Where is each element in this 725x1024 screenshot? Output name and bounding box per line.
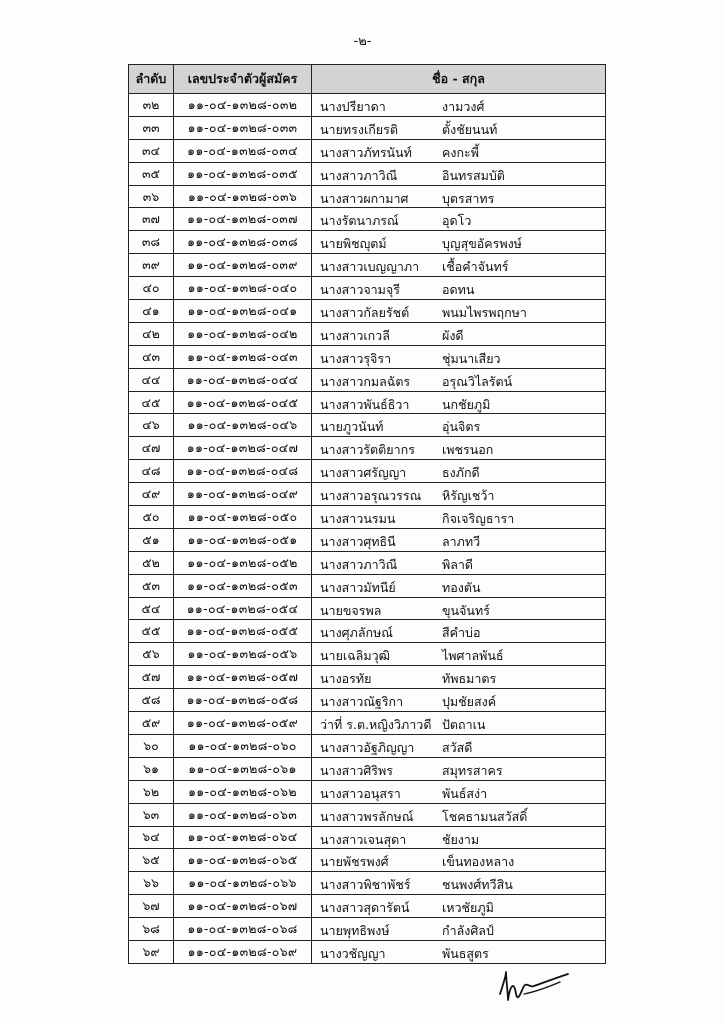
applicant-name [312,666,606,689]
table-row [129,620,606,643]
row-number: ๖๑ [129,757,174,780]
last-name: อดทน [442,282,475,298]
last-name: พนมไพรพฤกษา [442,305,527,321]
table-row [129,574,606,597]
last-name: ขุนจันทร์ [442,602,490,618]
last-name: ธงภักดี [442,465,480,481]
row-number: ๓๗ [129,208,174,231]
applicant-id: ๑๑-๐๔-๑๓๒๘-๐๔๑ [174,300,312,323]
last-name: สวัสดี [442,739,473,755]
applicant-name [312,483,606,506]
last-name: สีคำบ่อ [442,625,481,641]
table-row [129,254,606,277]
applicant-name [312,254,606,277]
first-name: นางสาวพันธ์ธิวา [320,396,410,412]
applicant-name [312,643,606,666]
first-name: นายพัชรพงศ์ [320,854,389,870]
applicant-name [312,391,606,414]
applicant-id: ๑๑-๐๔-๑๓๒๘-๐๔๘ [174,460,312,483]
first-name: นางวชัญญา [320,945,386,961]
applicant-id: ๑๑-๐๔-๑๓๒๘-๐๔๙ [174,483,312,506]
applicant-id: ๑๑-๐๔-๑๓๒๘-๐๕๐ [174,506,312,529]
applicant-name [312,734,606,757]
first-name: นางสาวจามจุรี [320,282,400,298]
first-name: นางสาวภาวิณี [320,556,398,572]
table-row [129,528,606,551]
last-name: ปัตถาเน [442,717,486,733]
row-number: ๔๗ [129,437,174,460]
first-name: นางปรียาดา [320,99,386,114]
last-name: กำลังศิลป์ [442,923,494,939]
row-number: ๕๑ [129,528,174,551]
header-no: ลำดับ [129,65,174,94]
last-name: ปุมชัยสงค์ [442,694,497,710]
table-row [129,872,606,895]
row-number: ๖๓ [129,803,174,826]
applicant-id: ๑๑-๐๔-๑๓๒๘-๐๖๖ [174,872,312,895]
applicant-name [312,551,606,574]
row-number: ๓๒ [129,94,174,117]
last-name: สมุทรสาคร [442,762,503,778]
applicant-table [128,64,606,964]
last-name: เหวชัยภูมิ [442,900,494,916]
row-number: ๔๐ [129,277,174,300]
applicant-name [312,368,606,391]
table-row [129,94,606,117]
first-name: นางสาวภัทรนันท์ [320,144,412,160]
applicant-id: ๑๑-๐๔-๑๓๒๘-๐๕๑ [174,528,312,551]
last-name: ไพศาลพันธ์ [442,648,504,664]
last-name: ชัยงาม [442,831,480,847]
first-name: นางสาวอนุสรา [320,785,401,801]
first-name: นางสาวศุทธินี [320,533,396,549]
first-name: นายพิชญุตม์ [320,236,387,252]
row-number: ๔๙ [129,483,174,506]
first-name: นางสาวมัทนีย์ [320,579,396,595]
applicant-name [312,826,606,849]
applicant-id: ๑๑-๐๔-๑๓๒๘-๐๖๙ [174,940,312,963]
table-row [129,345,606,368]
table-row [129,300,606,323]
last-name: บุตรสาทร [442,190,495,206]
row-number: ๕๐ [129,506,174,529]
last-name: ชุ่มนาเสียว [442,350,501,366]
last-name: พันธ์สง่า [442,785,488,801]
table-row [129,277,606,300]
applicant-name [312,574,606,597]
applicant-name [312,803,606,826]
applicant-id: ๑๑-๐๔-๑๓๒๘-๐๖๒ [174,780,312,803]
table-row [129,849,606,872]
last-name: พันธสูตร [442,945,489,961]
table-row [129,208,606,231]
table-row [129,712,606,735]
table-row [129,162,606,185]
applicant-id: ๑๑-๐๔-๑๓๒๘-๐๔๔ [174,368,312,391]
applicant-name [312,231,606,254]
signature [494,964,574,1008]
table-row [129,414,606,437]
applicant-id: ๑๑-๐๔-๑๓๒๘-๐๕๒ [174,551,312,574]
last-name: ทองตัน [442,579,481,595]
row-number: ๓๖ [129,185,174,208]
row-number: ๔๑ [129,300,174,323]
table-row [129,780,606,803]
table-row [129,666,606,689]
last-name: ทัพธมาตร [442,671,497,687]
first-name: นางสาวณัฐริกา [320,694,404,710]
table-row [129,322,606,345]
applicant-name [312,528,606,551]
table-row [129,803,606,826]
row-number: ๔๘ [129,460,174,483]
first-name: นางสาวศรัญญา [320,465,407,481]
row-number: ๖๘ [129,918,174,941]
last-name: ตั้งชัยนนท์ [442,121,498,137]
applicant-id: ๑๑-๐๔-๑๓๒๘-๐๔๖ [174,414,312,437]
applicant-id: ๑๑-๐๔-๑๓๒๘-๐๖๑ [174,757,312,780]
first-name: นางสาวผกามาศ [320,190,409,206]
last-name: บุญสุขอัครพงษ์ [442,236,522,252]
table-row [129,483,606,506]
first-name: นางศุภลักษณ์ [320,625,393,641]
applicant-name [312,689,606,712]
table-row [129,689,606,712]
first-name: นายภูวนันท์ [320,419,384,435]
last-name: กิจเจริญธารา [442,511,515,527]
first-name: ว่าที่ ร.ต.หญิงวิภาวดี [320,717,432,733]
first-name: นายทรงเกียรติ [320,121,398,137]
table-row [129,551,606,574]
applicant-name [312,597,606,620]
page-number: -๒- [353,34,372,49]
applicant-id: ๑๑-๐๔-๑๓๒๘-๐๖๓ [174,803,312,826]
first-name: นางสาวอรุณวรรณ [320,488,422,504]
applicant-id: ๑๑-๐๔-๑๓๒๘-๐๕๗ [174,666,312,689]
applicant-id: ๑๑-๐๔-๑๓๒๘-๐๓๒ [174,94,312,117]
applicant-id: ๑๑-๐๔-๑๓๒๘-๐๕๔ [174,597,312,620]
last-name: ลาภทวี [442,533,481,549]
row-number: ๖๔ [129,826,174,849]
last-name: เชื้อคำจันทร์ [442,259,509,275]
applicant-id: ๑๑-๐๔-๑๓๒๘-๐๔๕ [174,391,312,414]
row-number: ๕๕ [129,620,174,643]
last-name: พิลาดี [442,556,474,572]
last-name: คงกะพี้ [442,144,479,160]
row-number: ๓๙ [129,254,174,277]
first-name: นางสาวกมลฉัตร [320,373,411,389]
row-number: ๔๔ [129,368,174,391]
applicant-id: ๑๑-๐๔-๑๓๒๘-๐๕๘ [174,689,312,712]
applicant-name [312,918,606,941]
first-name: นางสาวภาวิณี [320,167,398,183]
applicant-id: ๑๑-๐๔-๑๓๒๘-๐๔๓ [174,345,312,368]
header-name: ชื่อ - สกุล [312,65,606,94]
last-name: อรุณวิไลรัตน์ [442,373,513,389]
last-name: งามวงศ์ [442,99,485,114]
applicant-id: ๑๑-๐๔-๑๓๒๘-๐๔๗ [174,437,312,460]
row-number: ๔๖ [129,414,174,437]
row-number: ๕๓ [129,574,174,597]
first-name: นางสาวนรมน [320,511,396,527]
applicant-id: ๑๑-๐๔-๑๓๒๘-๐๓๙ [174,254,312,277]
applicant-id: ๑๑-๐๔-๑๓๒๘-๐๓๖ [174,185,312,208]
row-number: ๖๒ [129,780,174,803]
table-row [129,597,606,620]
table-row [129,734,606,757]
applicant-id: ๑๑-๐๔-๑๓๒๘-๐๖๔ [174,826,312,849]
first-name: นางอรทัย [320,671,372,687]
first-name: นางสาวรัตติยากร [320,442,415,458]
row-number: ๖๙ [129,940,174,963]
last-name: ผังดี [442,327,464,343]
table-body [129,94,606,964]
applicant-id: ๑๑-๐๔-๑๓๒๘-๐๖๗ [174,895,312,918]
last-name: หิรัญเชว้า [442,488,495,504]
applicant-id: ๑๑-๐๔-๑๓๒๘-๐๕๓ [174,574,312,597]
applicant-id: ๑๑-๐๔-๑๓๒๘-๐๖๘ [174,918,312,941]
applicant-name [312,345,606,368]
applicant-name [312,116,606,139]
first-name: นางสาวเกวลี [320,327,390,343]
row-number: ๔๒ [129,322,174,345]
table-row [129,506,606,529]
applicant-name [312,849,606,872]
applicant-name [312,757,606,780]
applicant-id: ๑๑-๐๔-๑๓๒๘-๐๓๓ [174,116,312,139]
applicant-id: ๑๑-๐๔-๑๓๒๘-๐๔๐ [174,277,312,300]
applicant-name [312,506,606,529]
table-row [129,231,606,254]
table-row [129,757,606,780]
applicant-name [312,414,606,437]
applicant-id: ๑๑-๐๔-๑๓๒๘-๐๕๙ [174,712,312,735]
applicant-name [312,277,606,300]
row-number: ๓๘ [129,231,174,254]
applicant-name [312,940,606,963]
first-name: นางรัตนาภรณ์ [320,213,399,229]
applicant-name [312,300,606,323]
table-row [129,643,606,666]
applicant-id: ๑๑-๐๔-๑๓๒๘-๐๓๗ [174,208,312,231]
applicant-name [312,162,606,185]
applicant-id: ๑๑-๐๔-๑๓๒๘-๐๕๖ [174,643,312,666]
table-row [129,139,606,162]
first-name: นางสาวสุดารัตน์ [320,900,410,916]
applicant-id: ๑๑-๐๔-๑๓๒๘-๐๖๕ [174,849,312,872]
applicant-id: ๑๑-๐๔-๑๓๒๘-๐๓๔ [174,139,312,162]
applicant-name [312,872,606,895]
last-name: ชนพงศ์ทวีสิน [442,877,513,893]
applicant-id: ๑๑-๐๔-๑๓๒๘-๐๖๐ [174,734,312,757]
row-number: ๔๕ [129,391,174,414]
last-name: อุ่นจิตร [442,419,481,435]
applicant-name [312,620,606,643]
row-number: ๖๗ [129,895,174,918]
table-header-row [129,65,606,94]
row-number: ๕๖ [129,643,174,666]
row-number: ๖๐ [129,734,174,757]
last-name: อินทรสมบัติ [442,167,505,183]
applicant-name [312,437,606,460]
last-name: โชคธามนสวัสดิ์ [442,808,528,824]
last-name: เข็นทองหลาง [442,854,515,870]
applicant-id: ๑๑-๐๔-๑๓๒๘-๐๔๒ [174,322,312,345]
last-name: อุดโว [442,213,472,229]
table-row [129,895,606,918]
table-row [129,368,606,391]
first-name: นายขจรพล [320,602,382,618]
applicant-name [312,139,606,162]
applicant-id: ๑๑-๐๔-๑๓๒๘-๐๓๘ [174,231,312,254]
row-number: ๔๓ [129,345,174,368]
table-row [129,391,606,414]
applicant-name [312,460,606,483]
first-name: นายเฉลิมวุฒิ [320,648,390,664]
row-number: ๕๘ [129,689,174,712]
table-row [129,940,606,963]
row-number: ๓๔ [129,139,174,162]
first-name: นายพุทธิพงษ์ [320,923,390,939]
row-number: ๓๕ [129,162,174,185]
last-name: นกชัยภูมิ [442,396,491,412]
table-row [129,918,606,941]
applicant-name [312,94,606,117]
first-name: นางสาวเจนสุดา [320,831,407,847]
row-number: ๕๙ [129,712,174,735]
row-number: ๕๒ [129,551,174,574]
applicant-name [312,780,606,803]
table-row [129,185,606,208]
applicant-id: ๑๑-๐๔-๑๓๒๘-๐๓๕ [174,162,312,185]
applicant-id: ๑๑-๐๔-๑๓๒๘-๐๕๕ [174,620,312,643]
row-number: ๖๕ [129,849,174,872]
table-row [129,826,606,849]
table-row [129,460,606,483]
row-number: ๖๖ [129,872,174,895]
first-name: นางสาวกัลยรัชต์ [320,305,410,321]
row-number: ๕๗ [129,666,174,689]
applicant-name [312,185,606,208]
first-name: นางสาวศิริพร [320,762,393,778]
first-name: นางสาวพรลักษณ์ [320,808,414,824]
row-number: ๓๓ [129,116,174,139]
last-name: เพชรนอก [442,442,494,458]
table-row [129,116,606,139]
applicant-name [312,322,606,345]
applicant-name [312,895,606,918]
header-id: เลขประจำตัวผู้สมัคร [174,65,312,94]
table-row [129,437,606,460]
first-name: นางสาวพิชาพัชร์ [320,877,411,893]
applicant-name [312,208,606,231]
applicant-name [312,712,606,735]
first-name: นางสาวอัฐภิญญา [320,739,415,755]
first-name: นางสาวรุจิรา [320,350,392,366]
first-name: นางสาวเบญญาภา [320,259,420,275]
row-number: ๕๔ [129,597,174,620]
